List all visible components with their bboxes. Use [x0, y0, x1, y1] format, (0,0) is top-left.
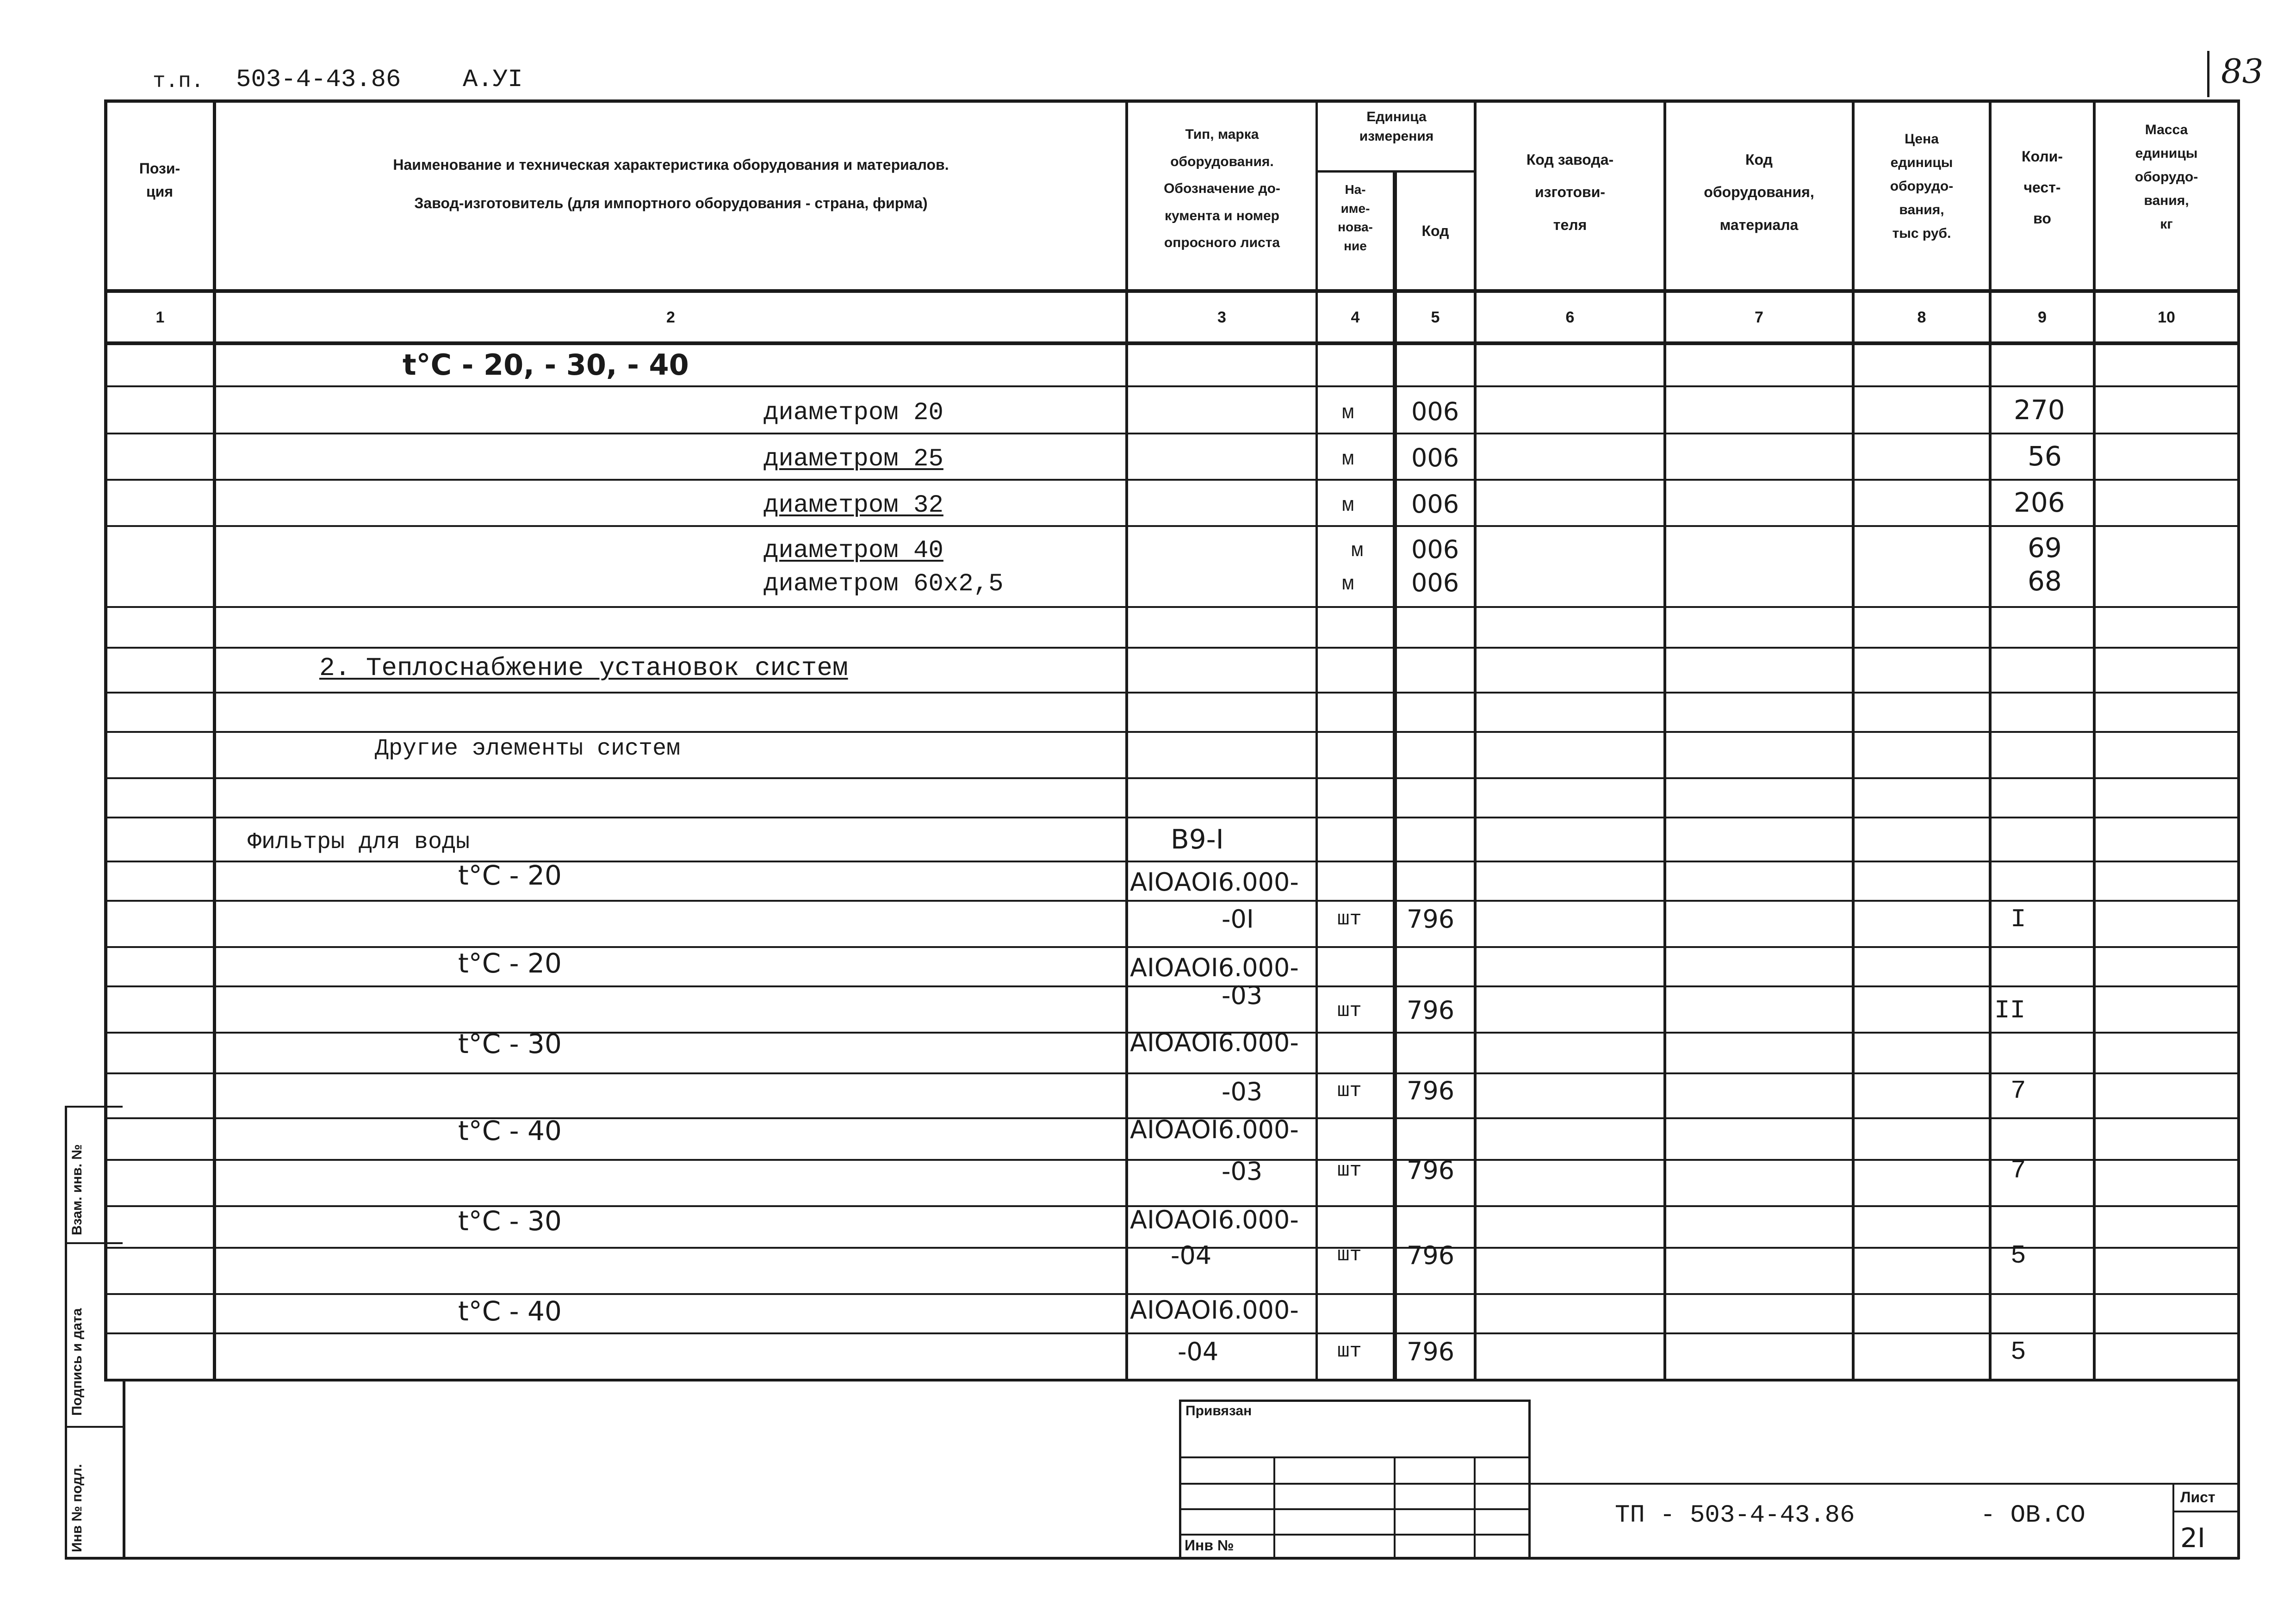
filter2-temp: t°C - 20: [458, 948, 562, 979]
filter4-code: 796: [1407, 1156, 1455, 1185]
col-number-7: 7: [1755, 309, 1763, 326]
pipe-d60-unit: м: [1342, 573, 1354, 596]
filter5-code: 796: [1407, 1241, 1455, 1270]
filter5-doc: АIОАОI6.000-: [1130, 1205, 1299, 1234]
doc-code: 503-4-43.86: [236, 66, 401, 94]
stamp-privyazan: Привязан: [1185, 1403, 1252, 1419]
filter6-doc: АIОАОI6.000-: [1130, 1295, 1299, 1325]
filter1-doc: АIОАОI6.000-: [1130, 867, 1299, 897]
pipe-d20-qty: 270: [2014, 394, 2065, 426]
filter1-qty: I: [2011, 904, 2026, 934]
stamp-inv-no: Инв №: [1185, 1537, 1234, 1554]
col-number-8: 8: [1917, 309, 1926, 326]
doc-title-suffix: - ОВ.СО: [1980, 1501, 2085, 1530]
filter3-doc: АIОАОI6.000-: [1130, 1028, 1299, 1057]
page-mark: 83: [2221, 52, 2264, 91]
col-number-9: 9: [2038, 309, 2047, 326]
other-elements: Другие элементы систем: [375, 736, 681, 762]
col-header-factory-code: Код завода- изготови- теля: [1526, 151, 1614, 233]
doc-title: ТП - 503-4-43.86: [1615, 1501, 1855, 1530]
filter1-suffix: -0I: [1222, 904, 1254, 934]
filter4-unit: шт: [1337, 1159, 1362, 1182]
filter3-qty: 7: [2011, 1076, 2026, 1106]
filter6-temp: t°C - 40: [458, 1295, 562, 1327]
col-header-equipment-code: Код оборудования, материала: [1704, 151, 1814, 233]
doc-prefix: т.п.: [153, 69, 204, 93]
filter4-suffix: -03: [1222, 1157, 1263, 1186]
filter5-unit: шт: [1337, 1244, 1362, 1267]
col-number-4: 4: [1351, 309, 1360, 326]
sheet-label: Лист: [2180, 1489, 2215, 1505]
col-number-6: 6: [1565, 309, 1575, 326]
filter6-unit: шт: [1337, 1340, 1362, 1363]
page-mark-bar: [2207, 51, 2209, 97]
filter2-code: 796: [1407, 996, 1455, 1025]
filter4-temp: t°C - 40: [458, 1115, 562, 1146]
filter1-unit: шт: [1337, 908, 1362, 931]
side-label-replacement-inv: Взам. инв. №: [69, 1144, 85, 1235]
col-number-5: 5: [1431, 309, 1440, 326]
album-code: А.УI: [463, 66, 523, 94]
pipe-d20-code: 006: [1411, 397, 1459, 426]
col-header-name: Наименование и техническая характеристика оборудования и материалов. Завод-изготовитель (для импортного оборудования - страна, фирма): [393, 156, 949, 212]
filter1-code: 796: [1407, 904, 1455, 934]
col-number-2: 2: [666, 309, 675, 326]
col-number-1: 1: [155, 309, 165, 326]
col-number-3: 3: [1217, 309, 1226, 326]
filter2-unit: шт: [1337, 999, 1362, 1022]
filter4-qty: 7: [2011, 1156, 2026, 1185]
pipe-d32-name: диаметром 32: [763, 491, 943, 520]
filter3-unit: шт: [1337, 1079, 1362, 1103]
filter3-suffix: -03: [1222, 1077, 1263, 1106]
filter6-qty: 5: [2011, 1337, 2026, 1367]
filter6-code: 796: [1407, 1337, 1455, 1366]
col-header-mass: Масса единицы оборудо- вания, кг: [2135, 122, 2198, 232]
pipe-d20-name: диаметром 20: [763, 399, 943, 427]
pipe-d60-qty: 68: [2028, 565, 2062, 597]
pipe-d40-unit: м: [1351, 539, 1364, 563]
side-label-original-inv: Инв № подл.: [69, 1464, 85, 1552]
filter5-suffix: -04: [1171, 1241, 1212, 1270]
filter3-temp: t°C - 30: [458, 1028, 562, 1059]
filter1-temp: t°C - 20: [458, 860, 562, 891]
filter2-doc: АIОАОI6.000-: [1130, 953, 1299, 982]
col-header-quantity: Коли- чест- во: [2022, 148, 2063, 227]
pipe-d40-qty: 69: [2028, 532, 2062, 564]
col-header-position: Пози- ция: [139, 160, 180, 200]
sheet-number: 2I: [2180, 1522, 2206, 1554]
col-number-10: 10: [2158, 309, 2175, 326]
section-heat-supply: 2. Теплоснабжение установок систем: [319, 653, 848, 683]
filters-name: Фильтры для воды: [248, 829, 470, 855]
filters-type: В9-I: [1171, 824, 1224, 855]
filter2-suffix: -03: [1222, 981, 1263, 1010]
pipe-d40-name: диаметром 40: [763, 537, 943, 565]
filter5-temp: t°C - 30: [458, 1205, 562, 1237]
col-header-unit-group: Единица измерения: [1359, 109, 1434, 144]
pipe-d32-qty: 206: [2014, 487, 2065, 518]
pipe-d60-code: 006: [1411, 568, 1459, 597]
pipe-d25-code: 006: [1411, 443, 1459, 472]
pipe-d25-qty: 56: [2028, 440, 2062, 472]
col-header-unit-name: На- име- нова- ние: [1338, 182, 1373, 253]
side-label-signature-date: Подпись и дата: [69, 1308, 85, 1416]
filter6-suffix: -04: [1178, 1337, 1219, 1366]
filter3-code: 796: [1407, 1076, 1455, 1105]
filter4-doc: АIОАОI6.000-: [1130, 1115, 1299, 1144]
pipe-d60-name: диаметром 60х2,5: [763, 570, 1004, 598]
col-header-type: Тип, марка оборудования. Обозначение до- кумента и номер опросного листа: [1164, 127, 1280, 250]
pipe-d32-unit: м: [1342, 494, 1354, 517]
temperature-range: t°C - 20, - 30, - 40: [403, 348, 689, 382]
filter2-qty: II: [1994, 996, 2026, 1025]
pipe-d20-unit: м: [1342, 402, 1354, 425]
pipe-d25-name: диаметром 25: [763, 445, 943, 473]
pipe-d32-code: 006: [1411, 489, 1459, 519]
pipe-d25-unit: м: [1342, 448, 1354, 471]
pipe-d40-code: 006: [1411, 535, 1459, 564]
col-header-price: Цена единицы оборудо- вания, тыс руб.: [1890, 131, 1954, 241]
col-header-unit-code: Код: [1421, 223, 1449, 239]
filter5-qty: 5: [2011, 1241, 2026, 1270]
